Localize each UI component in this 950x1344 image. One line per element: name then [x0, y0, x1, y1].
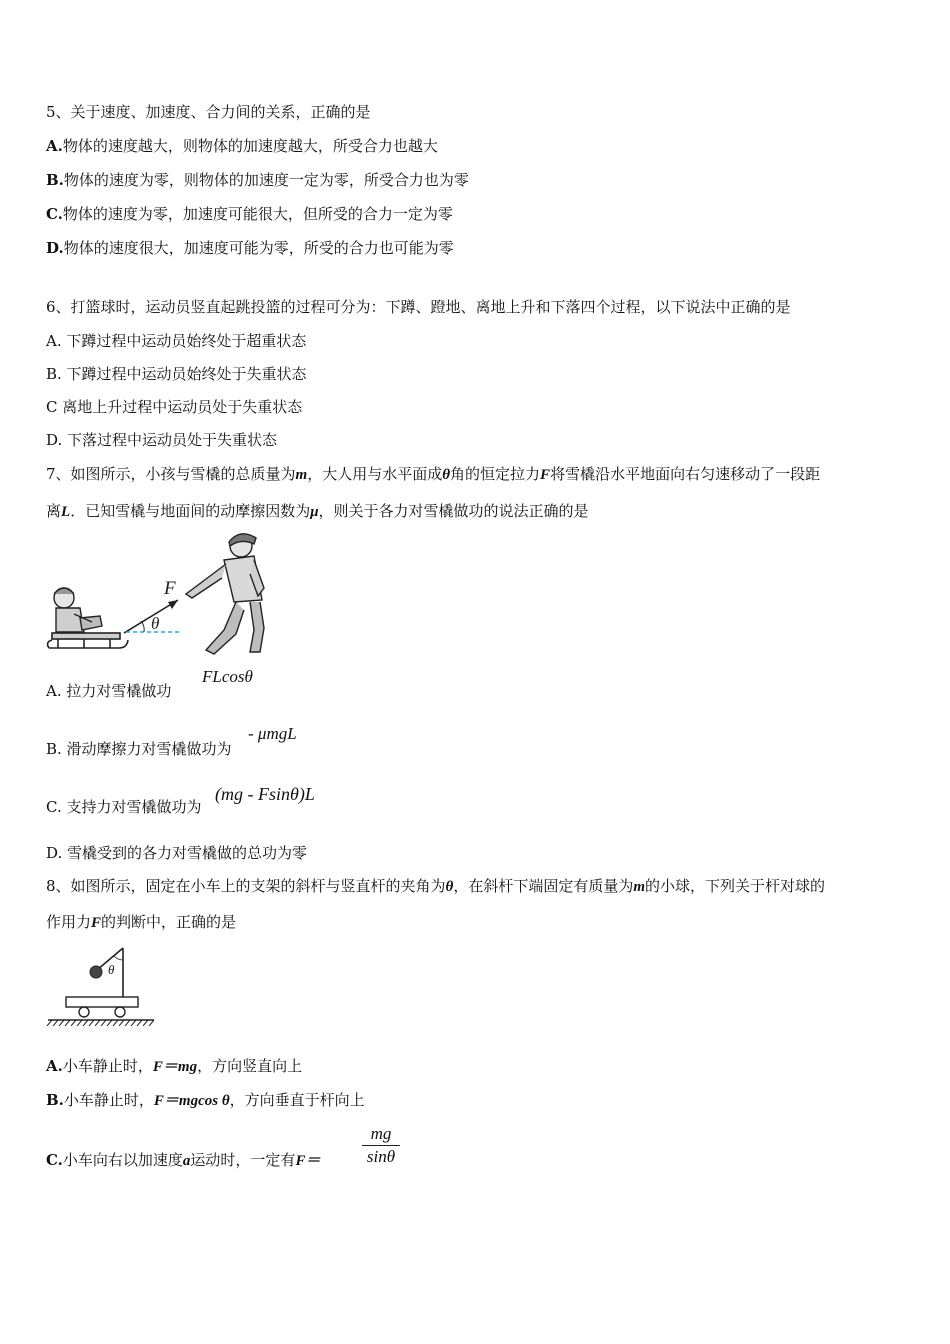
option-formula: F＝mgcos θ — [153, 1093, 230, 1109]
stem-text: ，在斜杆下端固定有质量为 — [453, 877, 634, 895]
q8-option-a — [46, 1056, 302, 1077]
q5-option-b — [46, 170, 469, 190]
fig-label-theta: θ — [108, 962, 115, 977]
adult-figure — [186, 534, 264, 654]
var-F: F — [91, 915, 102, 931]
option-text: 小车静止时， — [62, 1057, 153, 1075]
option-key: C. — [46, 205, 63, 223]
option-text: ，方向垂直于杆向上 — [229, 1091, 365, 1109]
option-key: A. — [46, 137, 63, 155]
q7-stem-line2 — [46, 501, 589, 522]
option-text: 物体的速度很大，加速度可能为零，所受的合力也可能为零 — [63, 239, 454, 257]
sled-figure — [44, 530, 269, 658]
q5-stem: 5、关于速度、加速度、合力间的关系，正确的是 — [46, 103, 371, 121]
fraction — [362, 1124, 400, 1167]
var-L: L — [61, 504, 71, 520]
cart-body — [66, 997, 138, 1007]
stem-text: 的小球，下列关于杆对球的 — [645, 877, 826, 895]
stem-text: ．已知雪橇与地面间的动摩擦因数为 — [70, 502, 311, 520]
q5-option-d — [46, 238, 454, 258]
ball — [90, 966, 102, 978]
var-F: F — [540, 467, 551, 483]
q5-option-a — [46, 136, 438, 156]
fraction-bar — [362, 1145, 400, 1146]
option-text: ，方向竖直向上 — [197, 1057, 303, 1075]
var-m: m — [295, 467, 308, 483]
stem-text: 离 — [46, 502, 62, 520]
option-text: 物体的速度为零，加速度可能很大，但所受的合力一定为零 — [62, 205, 453, 223]
option-key: B. — [46, 171, 64, 189]
q8-stem-line2 — [46, 912, 236, 933]
q7-option-c: C. 支持力对雪橇做功为 — [46, 798, 202, 816]
stem-text: 8、如图所示，固定在小车上的支架的斜杆与竖直杆的夹角为 — [46, 877, 446, 895]
q8-option-b — [46, 1090, 365, 1111]
fig-label-theta: θ — [151, 614, 160, 633]
cart-figure — [46, 942, 156, 1026]
option-key: B. — [46, 1091, 64, 1109]
stem-text: 作用力 — [46, 913, 92, 931]
q6-option-d: D. 下落过程中运动员处于失重状态 — [46, 431, 278, 449]
q7-stem-line1 — [46, 464, 820, 485]
cart-wheel — [115, 1007, 125, 1017]
option-text: 小车静止时， — [63, 1091, 154, 1109]
stem-text: 的判断中，正确的是 — [101, 913, 237, 931]
cart-wheel — [79, 1007, 89, 1017]
fraction-denominator: sinθ — [366, 1147, 396, 1166]
q6-stem: 6、打篮球时，运动员竖直起跳投篮的过程可分为：下蹲、蹬地、离地上升和下落四个过程，以下说法中正确的是 — [46, 298, 791, 316]
var-theta: θ — [445, 879, 454, 895]
q7-option-a: A. 拉力对雪橇做功 — [46, 682, 172, 700]
option-key: C. — [46, 1151, 63, 1169]
var-mu: μ — [310, 504, 319, 520]
option-formula: F＝mg — [152, 1059, 198, 1075]
option-text: 物体的速度为零，则物体的加速度一定为零，所受合力也为零 — [63, 171, 469, 189]
q6-option-c: C 离地上升过程中运动员处于失重状态 — [46, 398, 303, 416]
sled-icon — [48, 633, 128, 648]
option-key: A. — [46, 1057, 63, 1075]
q7-c-formula: (mg - Fsinθ)L — [215, 784, 315, 804]
child-figure — [54, 588, 102, 632]
fraction-numerator: mg — [370, 1124, 392, 1143]
fig-label-F: F — [164, 578, 176, 599]
option-key: D. — [46, 239, 64, 257]
q8-option-c — [46, 1150, 320, 1171]
angle-arc — [114, 956, 123, 960]
stem-text: 7、如图所示，小孩与雪橇的总质量为 — [46, 465, 296, 483]
var-a: a — [182, 1153, 191, 1169]
q7-b-formula: - μmgL — [248, 724, 297, 743]
option-text: 物体的速度越大，则物体的加速度越大，所受合力也越大 — [62, 137, 438, 155]
q8-stem-line1 — [46, 876, 825, 897]
q5-option-c — [46, 204, 453, 224]
var-m: m — [633, 879, 646, 895]
option-text: 小车向右以加速度 — [62, 1151, 183, 1169]
arrow-head-icon — [168, 600, 178, 609]
var-theta: θ — [442, 467, 451, 483]
stem-text: 角的恒定拉力 — [450, 465, 541, 483]
stem-text: 将雪橇沿水平地面向右匀速移动了一段距 — [550, 465, 821, 483]
q6-option-b: B. 下蹲过程中运动员始终处于失重状态 — [46, 365, 307, 383]
q7-option-d: D. 雪橇受到的各力对雪橇做的总功为零 — [46, 844, 308, 862]
q6-option-a: A. 下蹲过程中运动员始终处于超重状态 — [46, 332, 307, 350]
q7-option-b: B. 滑动摩擦力对雪橇做功为 — [46, 740, 232, 758]
option-formula: F＝ — [295, 1153, 321, 1169]
option-text: 运动时，一定有 — [190, 1151, 296, 1169]
stem-text: ，则关于各力对雪橇做功的说法正确的是 — [318, 502, 589, 520]
stem-text: ，大人用与水平面成 — [307, 465, 443, 483]
q7-a-formula: FLcosθ — [202, 667, 253, 686]
